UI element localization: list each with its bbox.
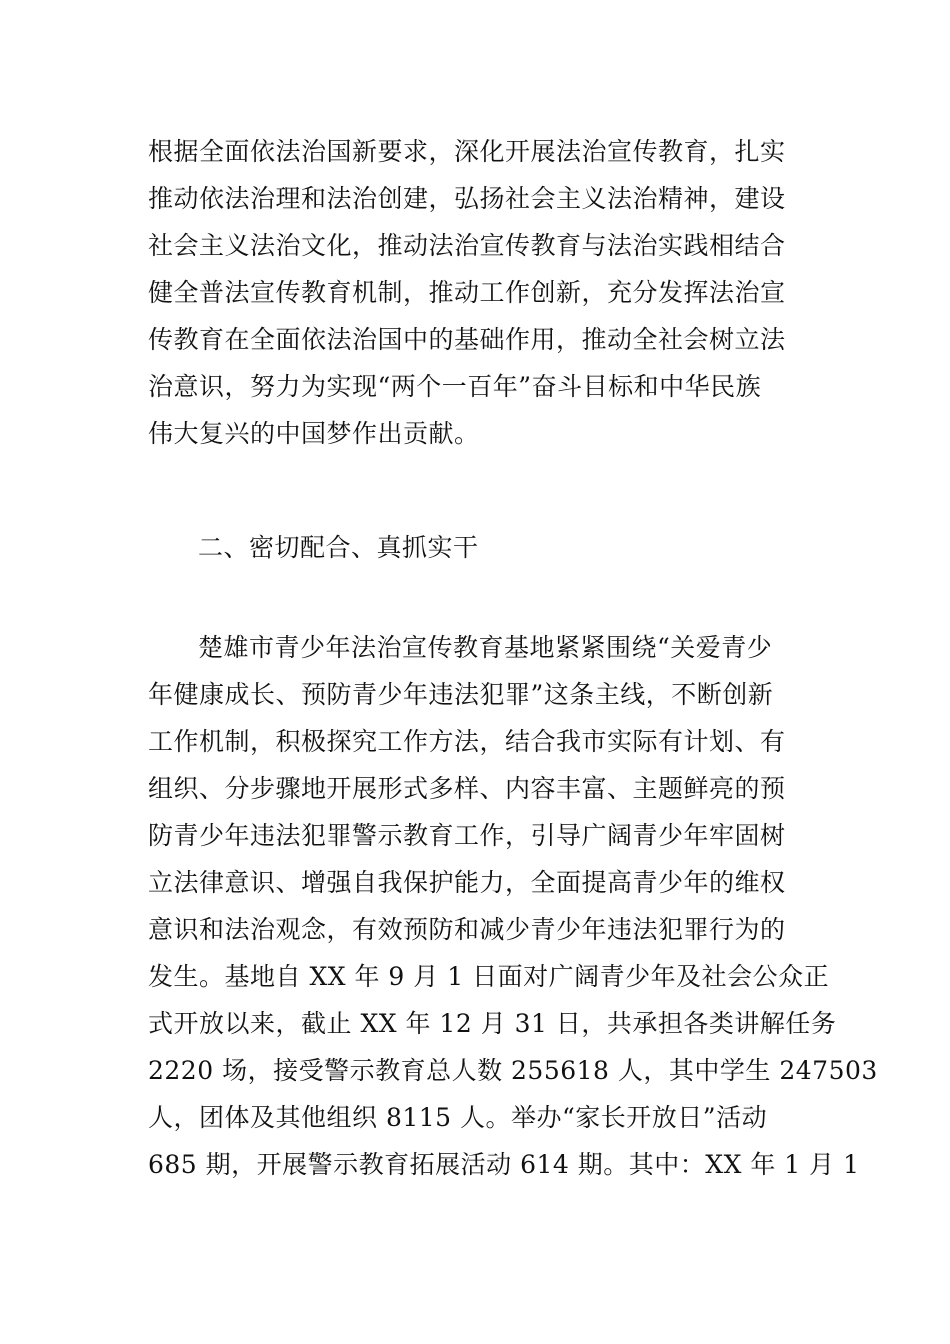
paragraph-line: 楚雄市青少年法治宣传教育基地紧紧围绕“关爱青少 [198, 633, 773, 662]
paragraph-line: 人，团体及其他组织 8115 人。举办“家长开放日”活动 [148, 1103, 768, 1132]
paragraph-line: 年健康成长、预防青少年违法犯罪”这条主线，不断创新 [148, 680, 774, 709]
paragraph-line: 意识和法治观念，有效预防和减少青少年违法犯罪行为的 [148, 915, 786, 944]
paragraph-line: 立法律意识、增强自我保护能力，全面提高青少年的维权 [148, 868, 786, 897]
paragraph-line: 社会主义法治文化，推动法治宣传教育与法治实践相结合 [148, 231, 786, 260]
paragraph-line: 685 期，开展警示教育拓展活动 614 期。其中：XX 年 1 月 1 [148, 1150, 860, 1179]
paragraph-line: 组织、分步骤地开展形式多样、内容丰富、主题鲜亮的预 [148, 774, 786, 803]
paragraph-line: 传教育在全面依法治国中的基础作用，推动全社会树立法 [148, 325, 786, 354]
paragraph-line: 防青少年违法犯罪警示教育工作，引导广阔青少年牢固树 [148, 821, 786, 850]
paragraph-line: 工作机制，积极探究工作方法，结合我市实际有计划、有 [148, 727, 786, 756]
paragraph-line: 治意识，努力为实现“两个一百年”奋斗目标和中华民族 [148, 372, 762, 401]
paragraph-line: 健全普法宣传教育机制，推动工作创新，充分发挥法治宣 [148, 278, 786, 307]
paragraph-line: 推动依法治理和法治创建，弘扬社会主义法治精神，建设 [148, 184, 786, 213]
paragraph-line: 式开放以来，截止 XX 年 12 月 31 日，共承担各类讲解任务 [148, 1009, 837, 1038]
paragraph-line: 根据全面依法治国新要求，深化开展法治宣传教育，扎实 [148, 137, 786, 166]
paragraph-line: 2220 场，接受警示教育总人数 255618 人，其中学生 247503 [148, 1056, 878, 1085]
section-heading: 二、密切配合、真抓实干 [198, 533, 479, 562]
paragraph-line: 发生。基地自 XX 年 9 月 1 日面对广阔青少年及社会公众正 [148, 962, 830, 991]
paragraph-line: 伟大复兴的中国梦作出贡献。 [148, 419, 480, 448]
